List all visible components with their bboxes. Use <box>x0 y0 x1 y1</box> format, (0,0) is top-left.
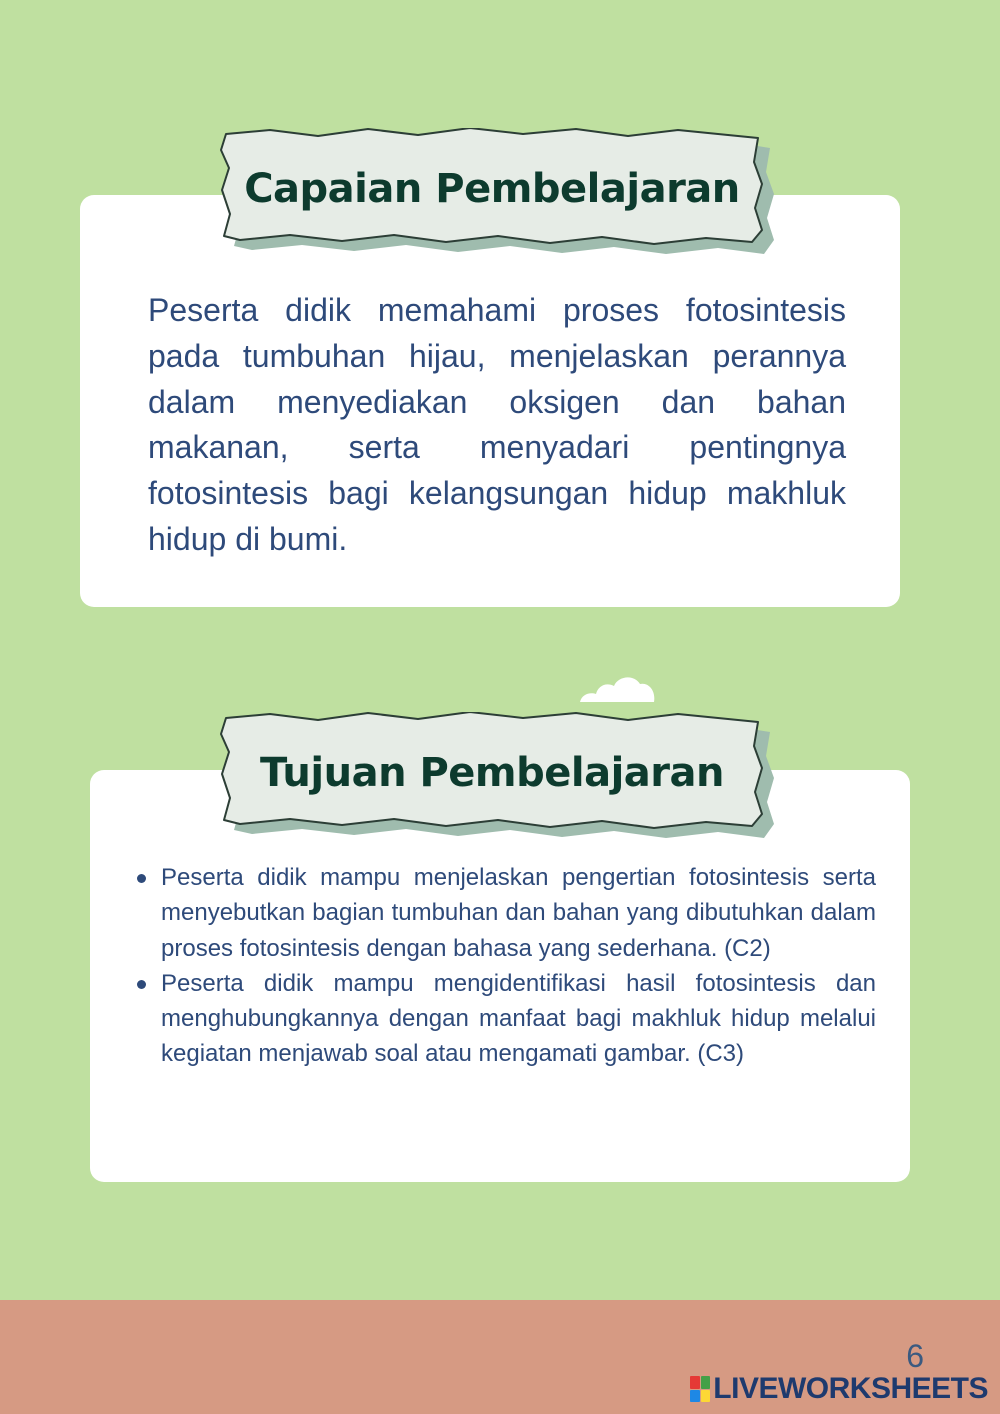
list-item <box>132 966 876 1072</box>
list-item-text: Peserta didik mampu mengidentifikasi hasil fotosintesis dan menghubungkannya dengan manfaat bagi makhluk hidup melalui kegiatan menjawab soal atau mengamati gambar. (C3) <box>161 969 876 1068</box>
tujuan-title: Tujuan Pembelajaran <box>260 750 724 796</box>
bullet-icon <box>137 980 146 989</box>
list-item-text: Peserta didik mampu menjelaskan pengertian fotosintesis serta menyebutkan bagian tumbuhan dan bahan yang dibutuhkan dalam proses fotosintesis dengan bahasa yang sederhana. (C2) <box>161 864 876 962</box>
liveworksheets-brand[interactable] <box>690 1372 988 1406</box>
list-item <box>132 860 876 966</box>
tujuan-title-banner <box>218 712 778 842</box>
bullet-icon <box>137 874 146 883</box>
page-number: 6 <box>906 1338 924 1374</box>
capaian-title-banner <box>218 128 778 258</box>
liveworksheets-logo-icon <box>690 1376 710 1402</box>
capaian-paragraph: Peserta didik memahami proses fotosintesis pada tumbuhan hijau, menjelaskan perannya dalam menyediakan oksigen dan bahan makanan, serta menyadari pentingnya fotosintesis bagi kelangsungan hidup makhluk hidup di bumi. <box>148 292 846 557</box>
tujuan-list <box>132 860 876 1072</box>
brand-name: LIVEWORKSHEETS <box>713 1372 988 1405</box>
capaian-title: Capaian Pembelajaran <box>244 166 740 212</box>
cloud-icon <box>578 672 658 704</box>
